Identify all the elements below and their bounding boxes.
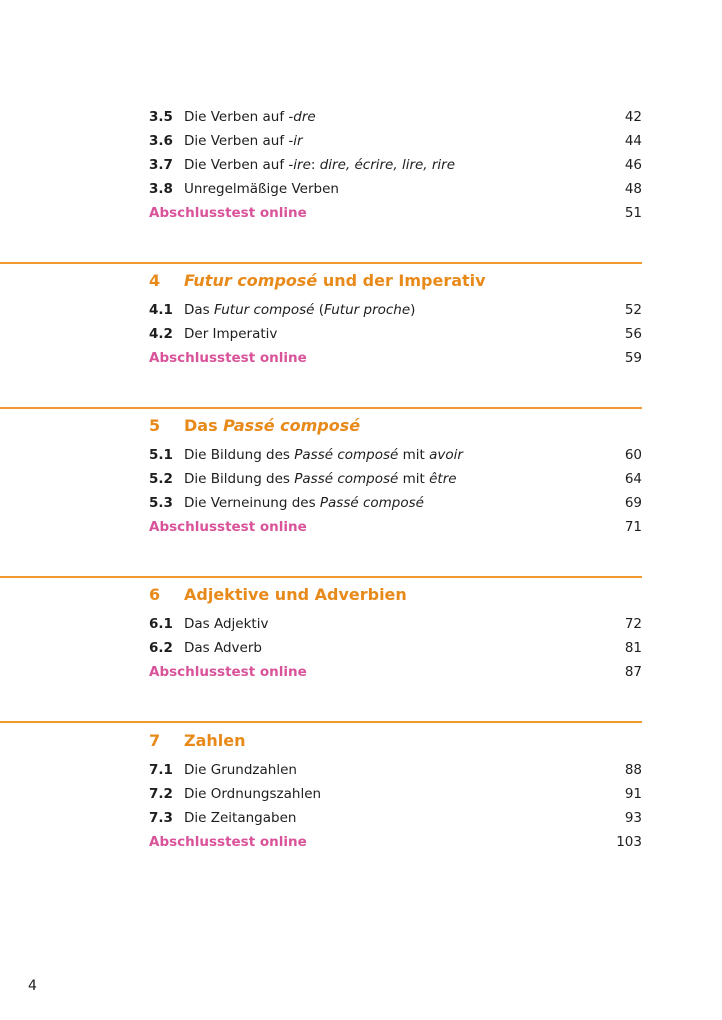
entry-page: 69 bbox=[624, 495, 642, 511]
chapter-title: Zahlen bbox=[184, 731, 246, 750]
entry-title: Das Adverb bbox=[184, 640, 262, 656]
toc-entry-6-2[interactable] bbox=[149, 638, 642, 658]
chapter-heading-4[interactable] bbox=[149, 269, 642, 293]
entry-page: 88 bbox=[624, 762, 642, 778]
entry-page: 71 bbox=[624, 519, 642, 535]
chapter-divider bbox=[0, 407, 642, 409]
entry-page: 87 bbox=[624, 664, 642, 680]
chapter-divider bbox=[0, 721, 642, 723]
test-label: Abschlusstest online bbox=[149, 834, 307, 850]
entry-title: Die Verneinung des Passé composé bbox=[184, 495, 424, 511]
test-label: Abschlusstest online bbox=[149, 350, 307, 366]
entry-title: Der Imperativ bbox=[184, 326, 278, 342]
toc-entry-5-3[interactable] bbox=[149, 493, 642, 513]
entry-number: 4.2 bbox=[149, 326, 173, 342]
abschlusstest-link-5[interactable] bbox=[149, 517, 642, 537]
entry-page: 56 bbox=[624, 326, 642, 342]
entry-title: Das Futur composé (Futur proche) bbox=[184, 302, 416, 318]
entry-page: 44 bbox=[624, 133, 642, 149]
entry-number: 7.2 bbox=[149, 786, 173, 802]
entry-number: 7.3 bbox=[149, 810, 173, 826]
chapter-title: Futur composé und der Imperativ bbox=[184, 271, 486, 290]
toc-entry-3-5[interactable] bbox=[149, 107, 642, 127]
abschlusstest-link-7[interactable] bbox=[149, 832, 642, 852]
entry-title: Die Zeitangaben bbox=[184, 810, 297, 826]
entry-number: 6.2 bbox=[149, 640, 173, 656]
chapter-number: 6 bbox=[149, 585, 161, 604]
abschlusstest-link-4[interactable] bbox=[149, 348, 642, 368]
chapter-heading-7[interactable] bbox=[149, 729, 642, 753]
entry-number: 7.1 bbox=[149, 762, 173, 778]
toc-entry-7-2[interactable] bbox=[149, 784, 642, 804]
entry-page: 93 bbox=[624, 810, 642, 826]
chapter-number: 4 bbox=[149, 271, 161, 290]
toc-entry-3-6[interactable] bbox=[149, 131, 642, 151]
entry-page: 48 bbox=[624, 181, 642, 197]
entry-title: Die Verben auf -ire: dire, écrire, lire, rire bbox=[184, 157, 456, 173]
entry-title: Unregelmäßige Verben bbox=[184, 181, 339, 197]
entry-title: Das Adjektiv bbox=[184, 616, 269, 632]
chapter-divider bbox=[0, 262, 642, 264]
entry-title: Die Ordnungszahlen bbox=[184, 786, 322, 802]
toc-entry-3-8[interactable] bbox=[149, 179, 642, 199]
entry-title: Die Bildung des Passé composé mit avoir bbox=[184, 447, 463, 463]
entry-title: Die Grundzahlen bbox=[184, 762, 297, 778]
abschlusstest-link-6[interactable] bbox=[149, 662, 642, 682]
test-label: Abschlusstest online bbox=[149, 519, 307, 535]
entry-title: Die Verben auf -ir bbox=[184, 133, 303, 149]
entry-number: 5.3 bbox=[149, 495, 173, 511]
entry-page: 91 bbox=[624, 786, 642, 802]
entry-page: 42 bbox=[624, 109, 642, 125]
entry-number: 6.1 bbox=[149, 616, 173, 632]
entry-title: Die Verben auf -dre bbox=[184, 109, 316, 125]
entry-number: 5.2 bbox=[149, 471, 173, 487]
toc-entry-4-2[interactable] bbox=[149, 324, 642, 344]
toc-entry-5-2[interactable] bbox=[149, 469, 642, 489]
entry-page: 46 bbox=[624, 157, 642, 173]
entry-page: 52 bbox=[624, 302, 642, 318]
footer-page-number: 4 bbox=[28, 978, 37, 994]
entry-number: 3.8 bbox=[149, 181, 173, 197]
entry-page: 64 bbox=[624, 471, 642, 487]
chapter-title: Das Passé composé bbox=[184, 416, 361, 435]
entry-page: 59 bbox=[624, 350, 642, 366]
chapter-title: Adjektive und Adverbien bbox=[184, 585, 407, 604]
entry-page: 81 bbox=[624, 640, 642, 656]
toc-entry-3-7[interactable] bbox=[149, 155, 642, 175]
toc-entry-6-1[interactable] bbox=[149, 614, 642, 634]
entry-number: 3.6 bbox=[149, 133, 173, 149]
toc-entry-5-1[interactable] bbox=[149, 445, 642, 465]
chapter-number: 7 bbox=[149, 731, 161, 750]
entry-number: 4.1 bbox=[149, 302, 173, 318]
entry-number: 3.5 bbox=[149, 109, 173, 125]
entry-page: 72 bbox=[624, 616, 642, 632]
entry-page: 51 bbox=[624, 205, 642, 221]
chapter-divider bbox=[0, 576, 642, 578]
chapter-heading-6[interactable] bbox=[149, 583, 642, 607]
entry-number: 5.1 bbox=[149, 447, 173, 463]
entry-title: Die Bildung des Passé composé mit être bbox=[184, 471, 457, 487]
toc-entry-4-1[interactable] bbox=[149, 300, 642, 320]
abschlusstest-link-3[interactable] bbox=[149, 203, 642, 223]
test-label: Abschlusstest online bbox=[149, 205, 307, 221]
test-label: Abschlusstest online bbox=[149, 664, 307, 680]
entry-page: 60 bbox=[624, 447, 642, 463]
toc-entry-7-3[interactable] bbox=[149, 808, 642, 828]
toc-entry-7-1[interactable] bbox=[149, 760, 642, 780]
chapter-number: 5 bbox=[149, 416, 161, 435]
chapter-heading-5[interactable] bbox=[149, 414, 642, 438]
entry-number: 3.7 bbox=[149, 157, 173, 173]
entry-page: 103 bbox=[616, 834, 642, 850]
